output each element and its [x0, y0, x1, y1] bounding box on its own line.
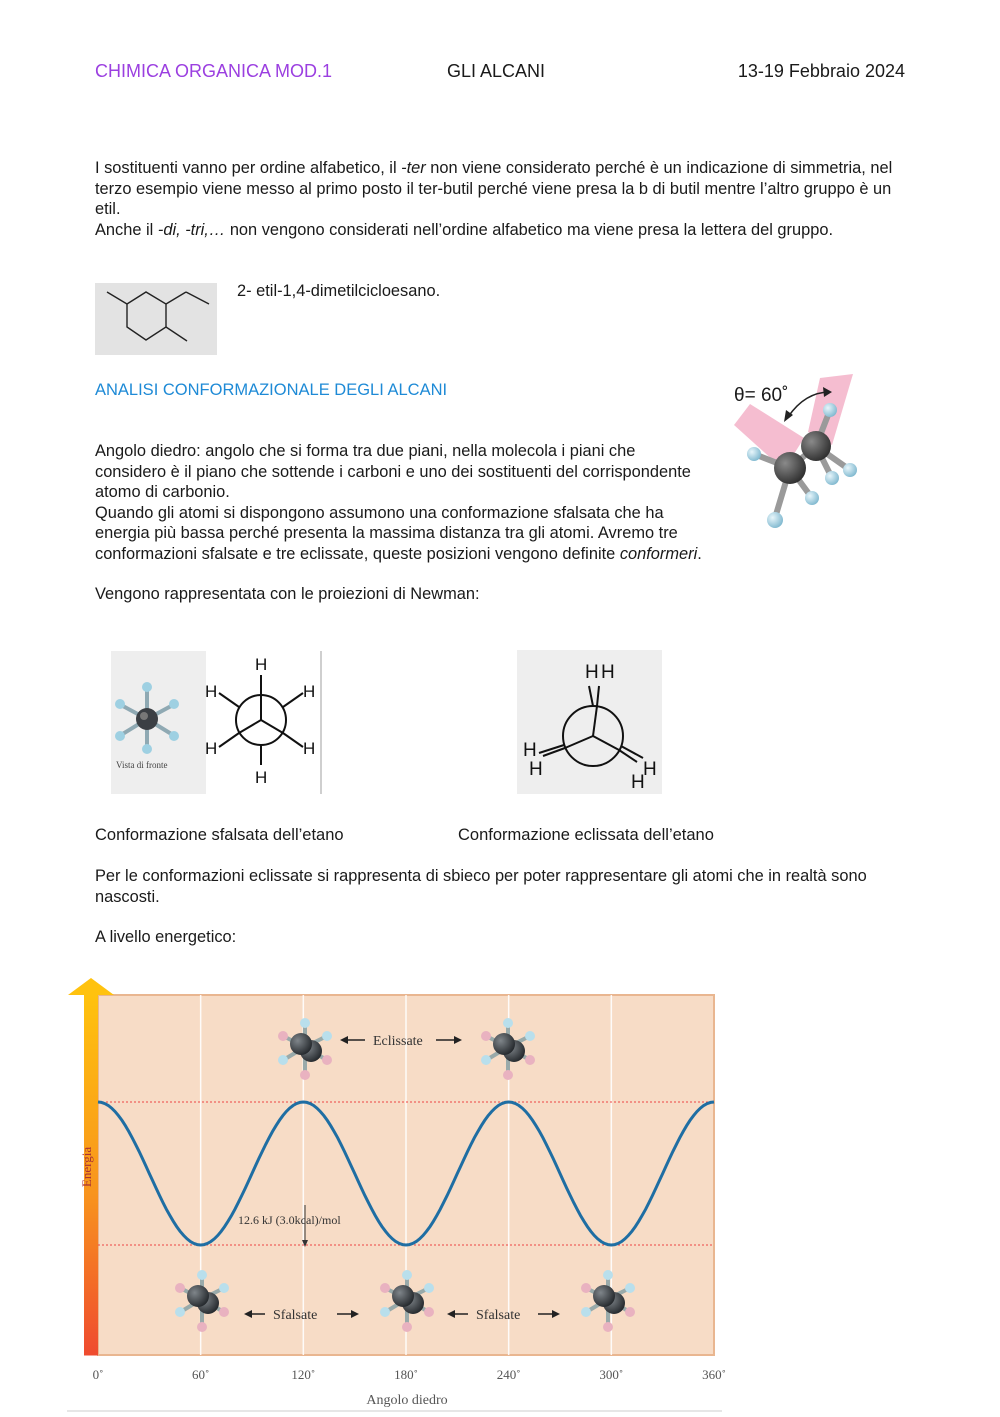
x-tick-label: 240˚ [496, 1367, 521, 1382]
staggered-caption: Conformazione sfalsata dell’etano [95, 826, 344, 844]
example-name: 2- etil-1,4-dimetilcicloesano. [237, 282, 441, 300]
intro-line-2: Anche il -di, -tri,… non vengono considerati nell’ordine alfabetico ma viene presa la lettera del gruppo. [95, 220, 834, 239]
newman-intro: Vengono rappresentata con le proiezioni di Newman: [95, 585, 480, 603]
front-view-label: Vista di fronte [116, 760, 168, 770]
staggered-label-right: Sfalsate [476, 1308, 521, 1323]
intro-paragraph [95, 158, 915, 240]
x-tick-label: 180˚ [394, 1367, 418, 1382]
eclipsed-note: Per le conformazioni eclissate si rappresenta di sbieco per poter rappresentare gli atomi che in realtà sono nascosti. [95, 867, 867, 906]
atom-h: H [523, 740, 537, 761]
atom-h: H [303, 739, 316, 758]
cyclohexane-structure-figure [95, 283, 217, 355]
atom-h: H [601, 662, 615, 683]
section-title: ANALISI CONFORMAZIONALE DEGLI ALCANI [95, 381, 448, 399]
atom-h: H [255, 655, 268, 674]
atom-h: H [205, 739, 218, 758]
energy-diagram [60, 962, 730, 1412]
atom-h: H [205, 682, 218, 701]
body-paragraph [95, 441, 707, 605]
dihedral-angle-label: θ= 60˚ [734, 385, 789, 406]
atom-h: H [631, 772, 645, 793]
intro-line-1: I sostituenti vanno per ordine alfabetico, il -ter non viene considerato perché è un indicazione di simmetria, nel terzo esempio viene messo al primo posto il ter-butil perché viene presa la b di butil mentre l’altro gruppo è un etil. [95, 159, 893, 218]
dihedral-definition: Angolo diedro: angolo che si forma tra due piani, nella molecola i piani che considero è il piano che sottende i carboni e uno dei sostituenti del corrispondente atomo di carbonio. [95, 442, 691, 501]
energy-intro: A livello energetico: [95, 928, 237, 946]
atom-h: H [303, 682, 316, 701]
eclipsed-label: Eclissate [373, 1034, 423, 1049]
x-tick-label: 0˚ [92, 1367, 104, 1382]
dihedral-angle-figure [720, 370, 880, 540]
header-topic: GLI ALCANI [447, 61, 546, 81]
newman-staggered-figure [111, 651, 323, 794]
y-axis-label: Energia [79, 1146, 94, 1188]
eclipsed-caption: Conformazione eclissata dell’etano [458, 826, 714, 844]
conformer-explanation: Quando gli atomi si dispongono assumono una conformazione sfalsata che ha energia più bassa perché presenta la massima distanza tra gli atomi. Avremo tre conformazioni sfalsate e tre eclissate, queste posizioni vengono definite conformeri. [95, 503, 702, 563]
atom-h: H [643, 759, 657, 780]
atom-h: H [255, 768, 268, 787]
newman-eclipsed-figure [517, 650, 662, 794]
x-tick-label: 120˚ [291, 1367, 316, 1382]
bottom-rule [67, 1410, 722, 1412]
atom-h: H [529, 759, 543, 780]
x-axis-title: Angolo diedro [366, 1393, 448, 1408]
barrier-label: 12.6 kJ (3.0kcal)/mol [238, 1213, 341, 1227]
x-tick-label: 60˚ [191, 1367, 210, 1382]
x-tick-label: 300˚ [599, 1367, 624, 1382]
x-tick-label: 360˚ [702, 1367, 726, 1382]
atom-h: H [585, 662, 599, 683]
header-date: 13-19 Febbraio 2024 [737, 61, 905, 81]
staggered-label-left: Sfalsate [273, 1308, 318, 1323]
header-course: CHIMICA ORGANICA MOD.1 [95, 61, 333, 81]
